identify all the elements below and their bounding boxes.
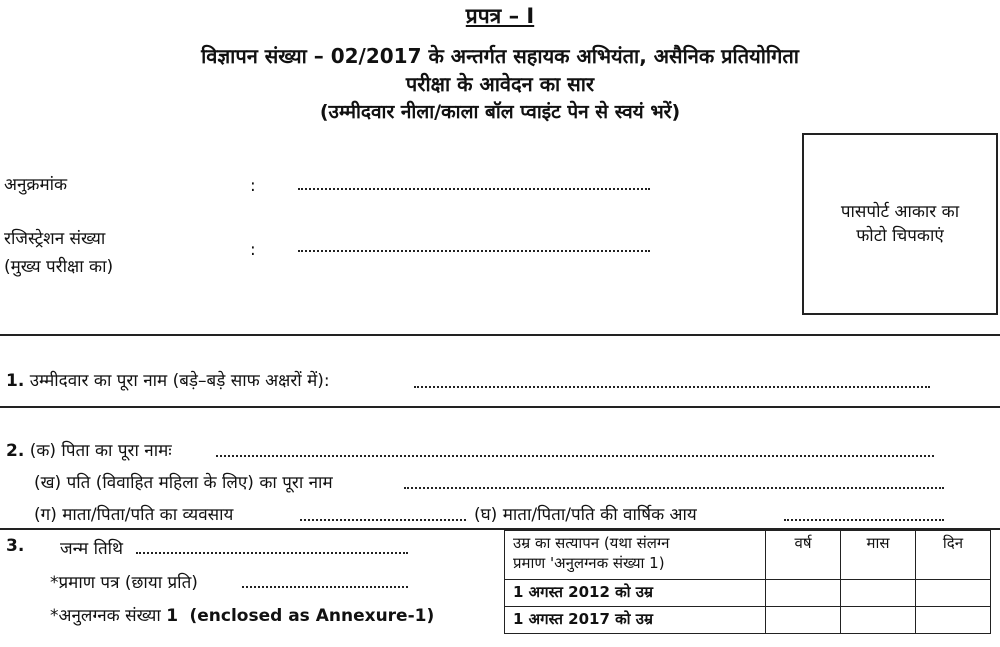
registration-sublabel: (मुख्य परीक्षा का) [4,257,114,277]
advertisement-heading: विज्ञापन संख्या – 02/2017 के अन्तर्गत सहायक अभियंता, असैनिक प्रतियोगिता [201,44,799,68]
photo-box-line2: फोटो चिपकाएं [856,226,944,246]
registration-label: रजिस्ट्रेशन संख्या [4,229,106,249]
q1-row [6,368,330,391]
q2d-income-field[interactable] [784,519,944,521]
age-2012-day-cell[interactable] [916,580,991,607]
roll-number-field[interactable] [298,188,650,190]
q2d-label: (घ) माता/पिता/पति की वार्षिक आय [474,505,697,525]
age-2017-day-cell[interactable] [916,607,991,634]
q1-label: उम्मीदवार का पूरा नाम (बड़े–बड़े साफ अक्षरों में): [29,371,330,391]
divider-1 [0,334,1000,336]
q3-dob-field[interactable] [136,552,408,554]
q3-proof-label: *प्रमाण पत्र (छाया प्रति) [50,573,198,593]
q2a-father-name-field[interactable] [216,455,934,457]
table-row [505,580,991,607]
age-table-header-line2: प्रमाण 'अनुलग्नक संख्या 1) [513,554,665,572]
q3-annexure-row [50,603,434,626]
q2-number: 2. [6,441,25,461]
q2b-label: (ख) पति (विवाहित महिला के लिए) का पूरा नाम [34,473,333,493]
roll-number-label: अनुक्रमांक [4,175,68,195]
form-number-title: प्रपत्र – I [465,4,535,28]
q1-name-field[interactable] [414,386,930,388]
divider-2 [0,406,1000,408]
q3-dob-label: जन्म तिथि [60,539,123,559]
table-row [505,531,991,580]
age-table-row2-label: 1 अगस्त 2017 को उम्र [505,607,766,634]
age-table-col-day: दिन [916,531,991,580]
age-table-header-line1: उम्र का सत्यापन (यथा संलग्न [513,534,670,552]
age-table-col-year: वर्ष [766,531,841,580]
q2c-label: (ग) माता/पिता/पति का व्यवसाय [34,505,234,525]
registration-colon: : [250,240,256,260]
registration-field[interactable] [298,250,650,252]
q2a-row [6,438,172,461]
q3-annexure-label: *अनुलग्नक संख्या [50,606,161,626]
table-row [505,607,991,634]
age-verification-table [504,530,991,634]
instruction-heading: (उम्मीदवार नीला/काला बॉल प्वाइंट पेन से स्वयं भरें) [319,101,681,123]
q3-proof-field[interactable] [242,586,408,588]
photo-box-line1: पासपोर्ट आकार का [840,202,960,222]
age-2017-month-cell[interactable] [841,607,916,634]
q1-number: 1. [6,371,25,391]
q2a-label: (क) पिता का पूरा नामः [29,441,172,461]
q3-annexure-number: 1 [166,606,179,626]
age-2012-month-cell[interactable] [841,580,916,607]
q2c-occupation-field[interactable] [300,519,466,521]
roll-number-colon: : [250,176,256,196]
q3-number: 3. [6,536,25,556]
age-2017-year-cell[interactable] [766,607,841,634]
age-2012-year-cell[interactable] [766,580,841,607]
age-table-header-cell [505,531,766,580]
photo-box[interactable] [802,133,998,315]
age-table-row1-label: 1 अगस्त 2012 को उम्र [505,580,766,607]
q3-annexure-english: (enclosed as Annexure-1) [189,606,435,626]
q2b-husband-name-field[interactable] [404,487,944,489]
age-table-col-month: मास [841,531,916,580]
summary-heading: परीक्षा के आवेदन का सार [405,72,595,96]
